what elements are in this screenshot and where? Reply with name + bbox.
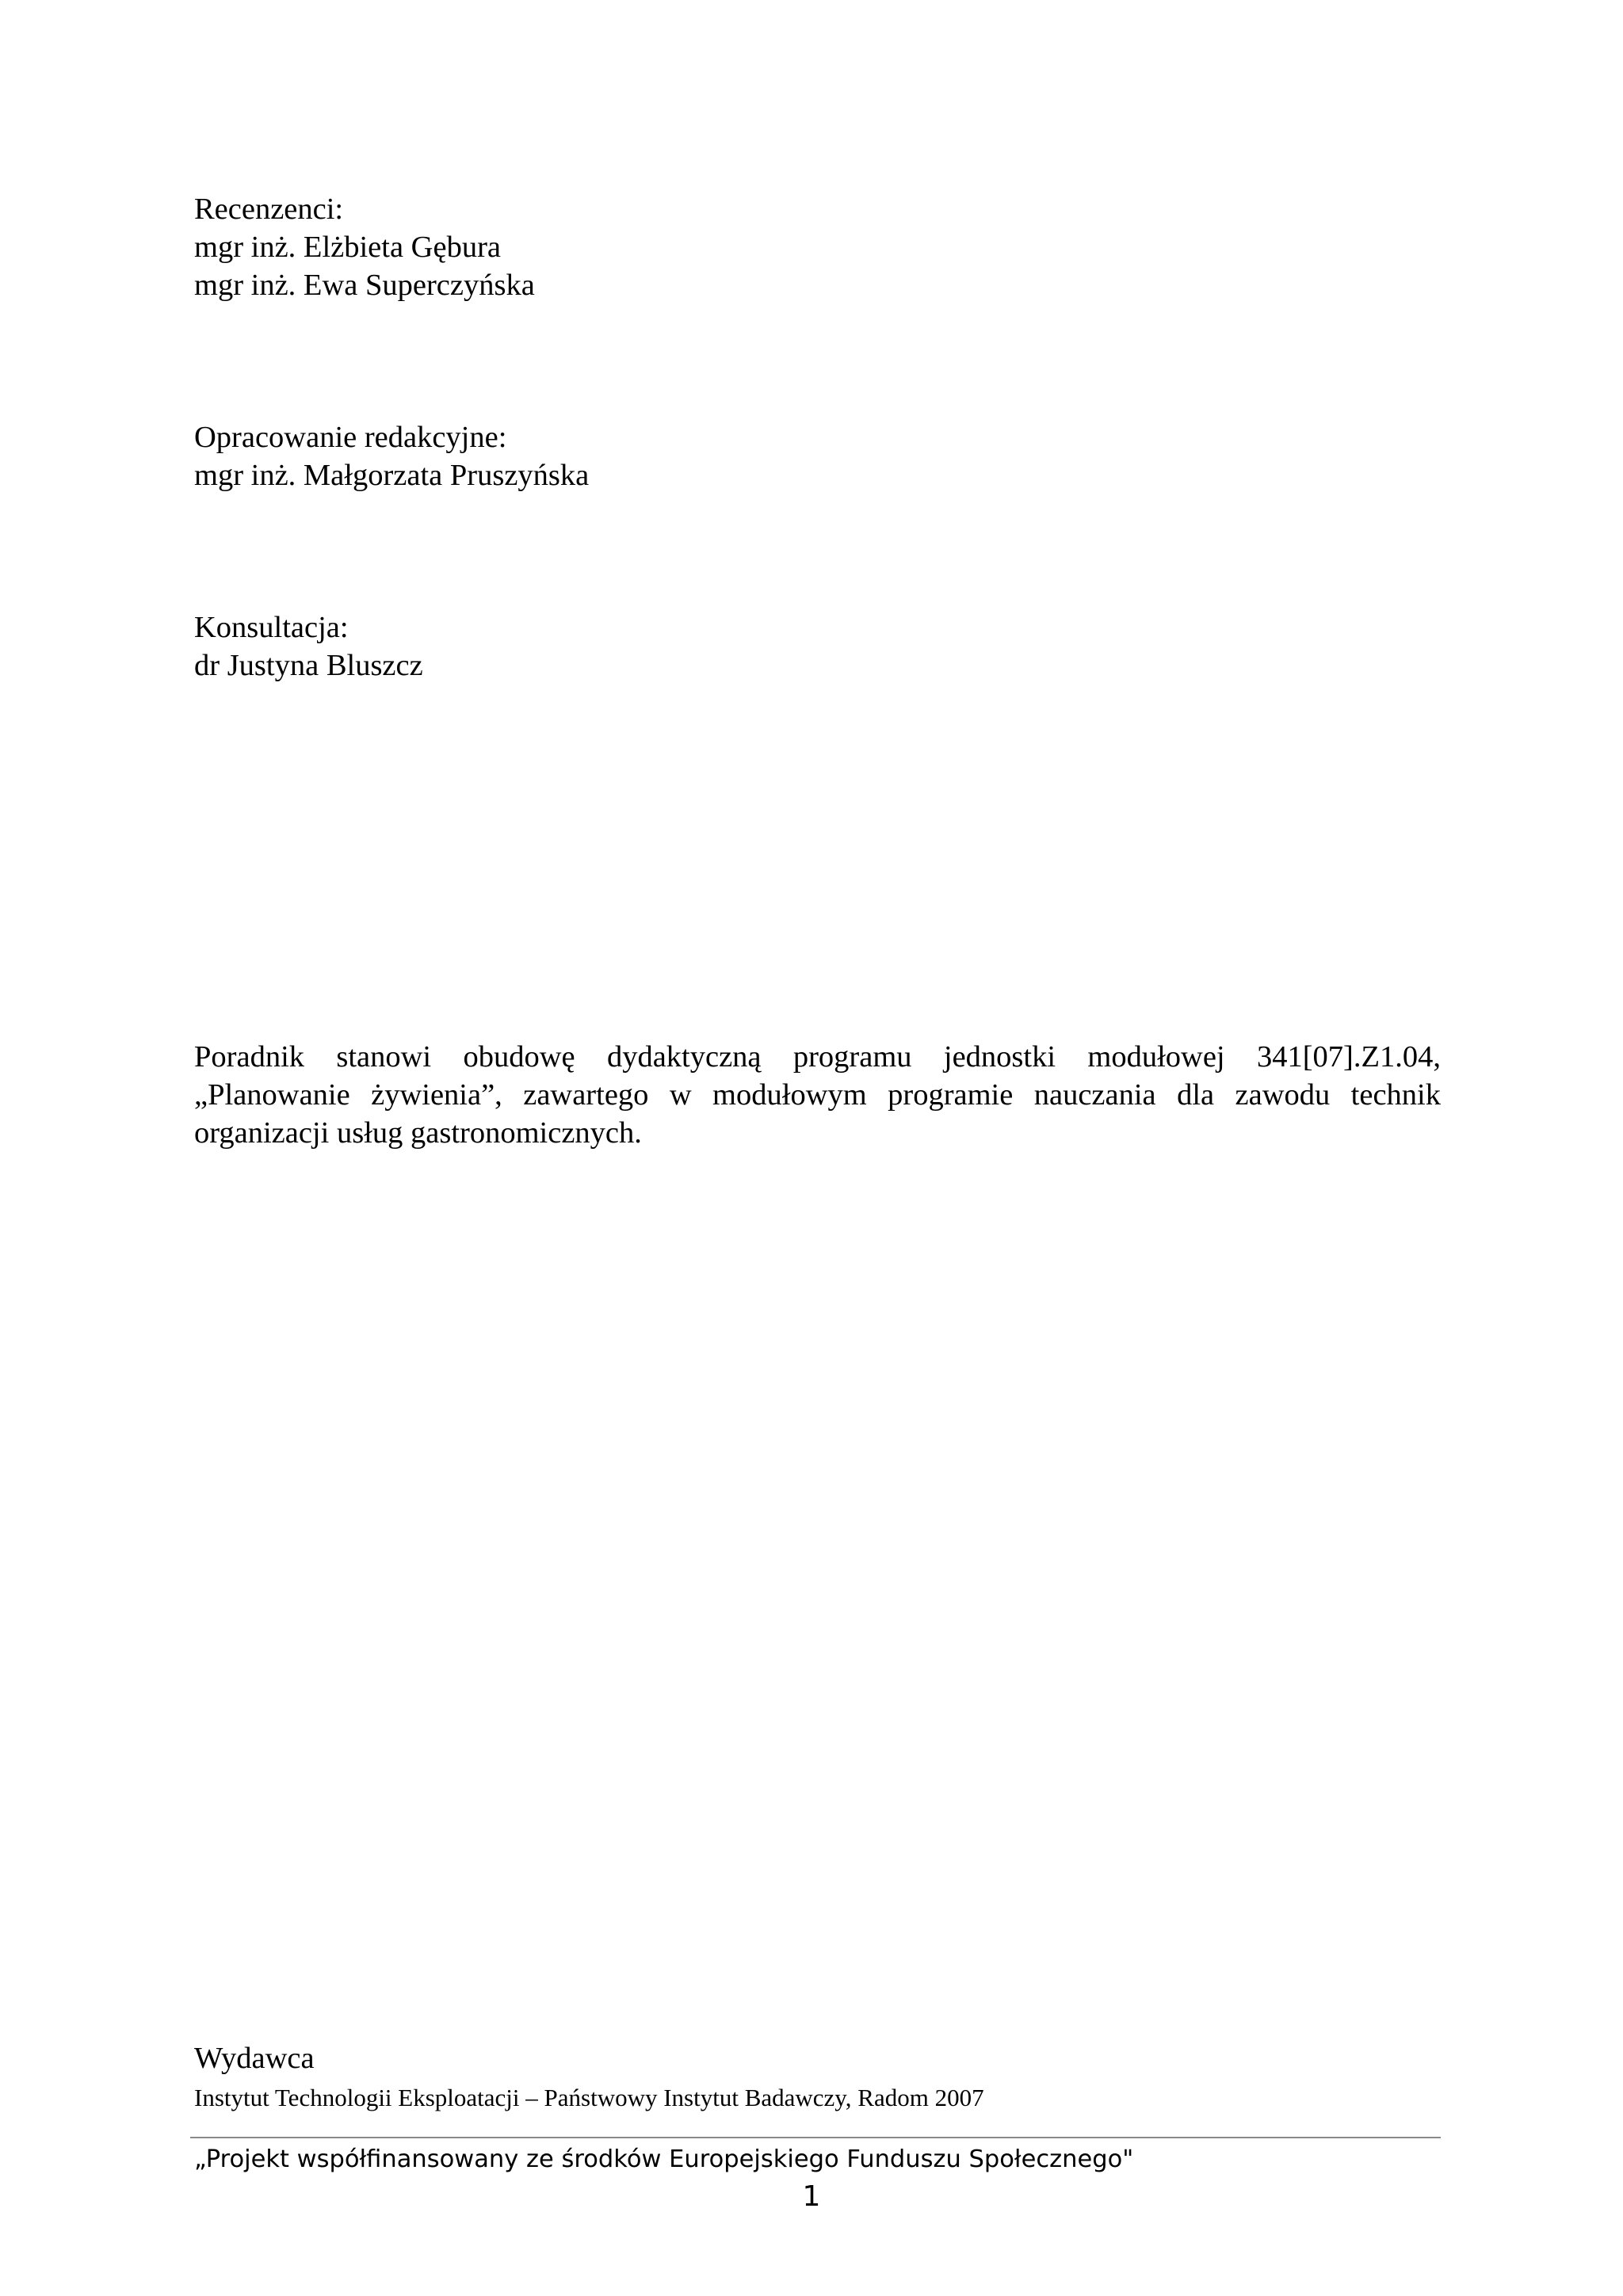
page-number: 1 (802, 2180, 821, 2213)
statement-line: „Planowanie żywienia”, zawartego w modułowym programie nauczania dla zawodu technik (194, 1078, 1441, 1112)
reviewers-heading: Recenzenci: (194, 193, 344, 226)
editor-name: mgr inż. Małgorzata Pruszyńska (194, 459, 590, 492)
funding-note: „Projekt współfinansowany ze środków Europejskiego Funduszu Społecznego" (194, 2145, 1134, 2173)
editorial-heading: Opracowanie redakcyjne: (194, 421, 507, 454)
consultant-name: dr Justyna Bluszcz (194, 649, 423, 682)
consultation-heading: Konsultacja: (194, 611, 349, 644)
editorial-section (194, 418, 589, 494)
statement-line: organizacji usług gastronomicznych. (194, 1116, 642, 1150)
publisher-heading: Wydawca (194, 2042, 315, 2075)
consultation-section (194, 608, 423, 685)
publisher-name: Instytut Technologii Eksploatacji – Państwowy Instytut Badawczy, Radom 2007 (194, 2084, 984, 2111)
reviewer-name: mgr inż. Ewa Superczyńska (194, 269, 535, 302)
footer-divider (190, 2137, 1441, 2138)
reviewer-name: mgr inż. Elżbieta Gębura (194, 231, 501, 264)
statement-line: Poradnik stanowi obudowę dydaktyczną programu jednostki modułowej 341[07].Z1.04, (194, 1040, 1441, 1074)
reviewers-section (194, 190, 535, 304)
guide-statement (194, 1038, 1441, 1152)
